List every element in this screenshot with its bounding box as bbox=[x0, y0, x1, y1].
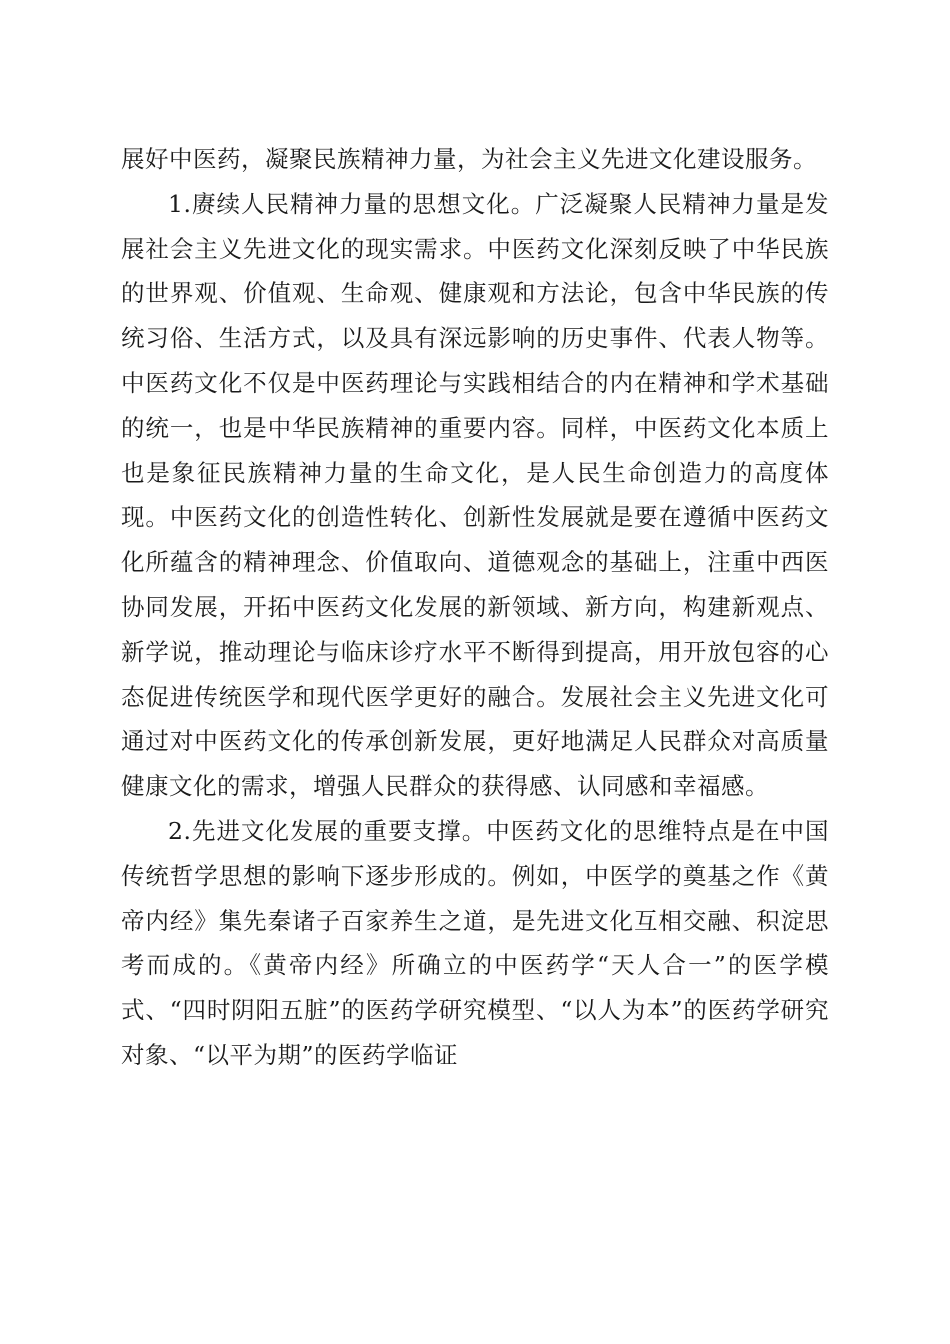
paragraph-advanced-culture-support: 2.先进文化发展的重要支撑。中医药文化的思维特点是在中国传统哲学思想的影响下逐步形成的。例如，中医学的奠基之作《黄帝内经》集先秦诸子百家养生之道，是先进文化互相交融、积淀思考而成的。《黄帝内经》所确立的中医药学“天人合一”的医学模式、“四时阴阳五脏”的医药学研究模型、“以人为本”的医药学研究对象、“以平为期”的医药学临证 bbox=[121, 816, 829, 1069]
paragraph-continuation: 展好中医药，凝聚民族精神力量，为社会主义先进文化建设服务。 bbox=[121, 145, 817, 173]
paragraph-ideological-culture: 1.赓续人民精神力量的思想文化。广泛凝聚人民精神力量是发展社会主义先进文化的现实需求。中医药文化深刻反映了中华民族的世界观、价值观、生命观、健康观和方法论，包含中华民族的传统习俗、生活方式，以及具有深远影响的历史事件、代表人物等。中医药文化不仅是中医药理论与实践相结合的内在精神和学术基础的统一，也是中华民族精神的重要内容。同样，中医药文化本质上也是象征民族精神力量的生命文化，是人民生命创造力的高度体现。中医药文化的创造性转化、创新性发展就是要在遵循中医药文化所蕴含的精神理念、价值取向、道德观念的基础上，注重中西医协同发展，开拓中医药文化发展的新领域、新方向，构建新观点、新学说，推动理论与临床诊疗水平不断得到提高，用开放包容的心态促进传统医学和现代医学更好的融合。发展社会主义先进文化可通过对中医药文化的传承创新发展，更好地满足人民群众对高质量健康文化的需求，增强人民群众的获得感、认同感和幸福感。 bbox=[121, 189, 829, 801]
document-body bbox=[121, 137, 829, 1078]
